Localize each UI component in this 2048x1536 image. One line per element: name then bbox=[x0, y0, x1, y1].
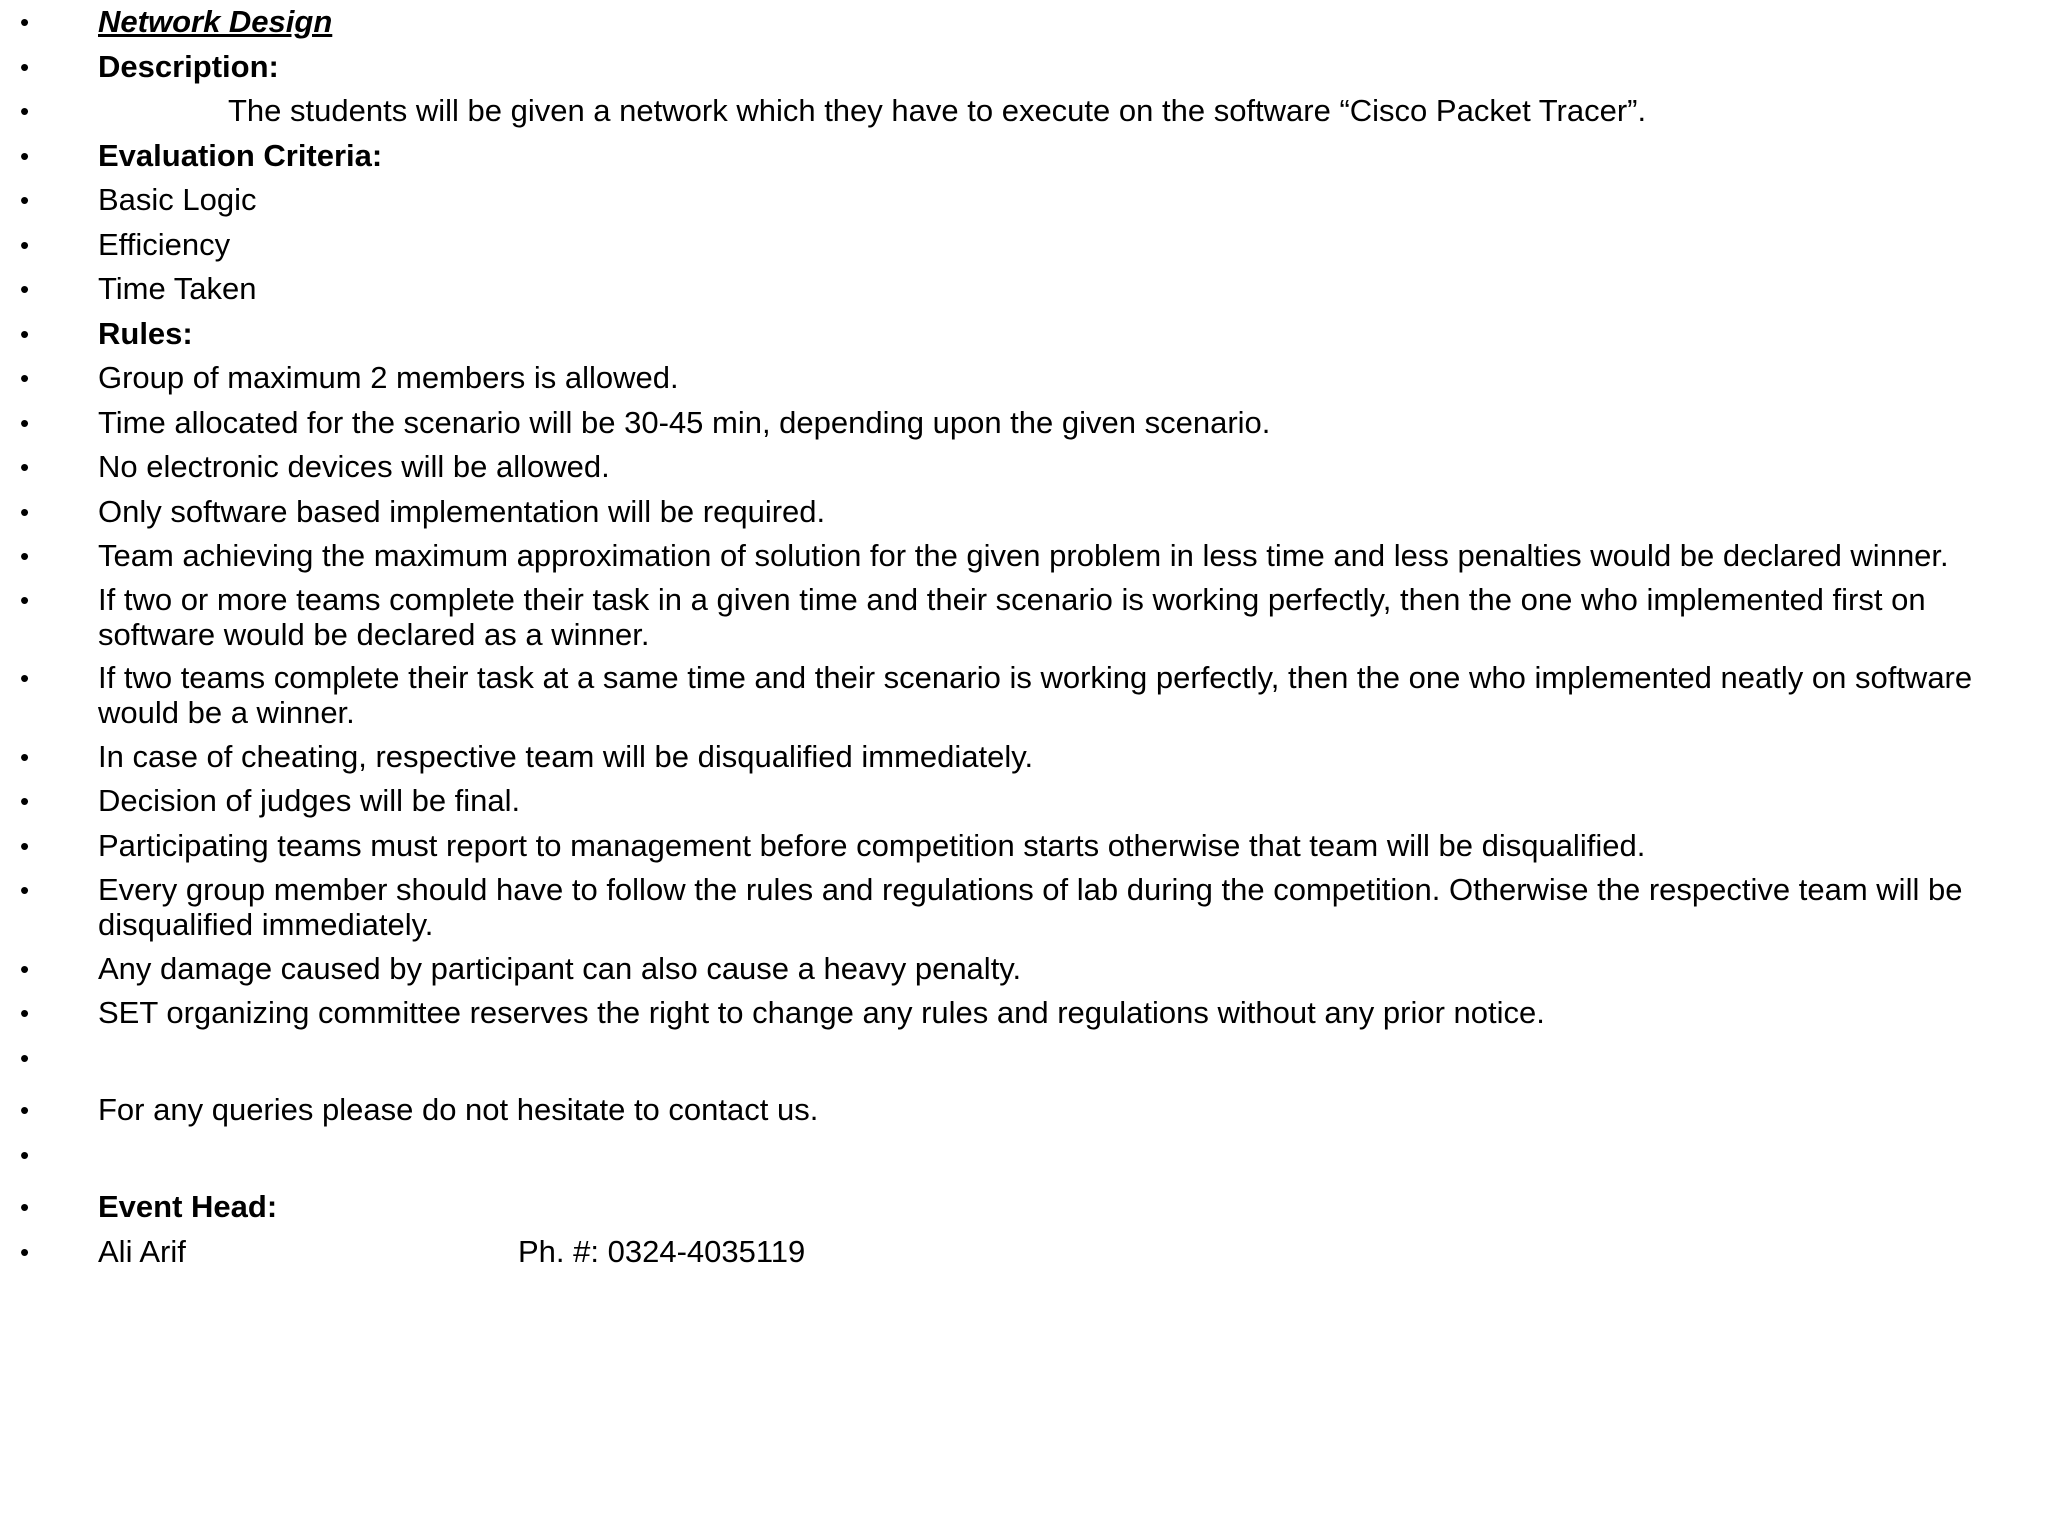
bullet-icon: • bbox=[20, 51, 30, 82]
rules-label: Rules: bbox=[98, 315, 193, 351]
bullet-icon: • bbox=[20, 1236, 30, 1267]
list-item-criterion bbox=[0, 227, 2048, 263]
list-item-rule bbox=[0, 828, 2048, 864]
list-item-queries bbox=[0, 1092, 2048, 1128]
list-item-description-text bbox=[0, 93, 2048, 129]
list-item-criterion bbox=[0, 271, 2048, 307]
list-item-rule bbox=[0, 951, 2048, 987]
queries-text: For any queries please do not hesitate to contact us. bbox=[98, 1092, 819, 1127]
event-head-name: Ali Arif bbox=[98, 1233, 186, 1269]
bullet-icon: • bbox=[20, 541, 30, 571]
rule-text: If two or more teams complete their task in a given time and their scenario is working perfectly, then the one who implemented first on software would be declared as a winner. bbox=[98, 581, 1926, 652]
bullet-icon: • bbox=[20, 7, 30, 37]
bullet-icon: • bbox=[20, 185, 30, 215]
bullet-icon: • bbox=[20, 663, 30, 693]
document-title: Network Design bbox=[98, 4, 333, 39]
list-item-evaluation-label bbox=[0, 138, 2048, 174]
bullet-icon: • bbox=[20, 786, 30, 816]
bullet-icon: • bbox=[20, 584, 30, 615]
bullet-list bbox=[0, 4, 2048, 1278]
bullet-icon: • bbox=[20, 318, 30, 349]
list-item-rule bbox=[0, 405, 2048, 441]
list-item-rule bbox=[0, 538, 2048, 573]
rule-text: Decision of judges will be final. bbox=[98, 783, 521, 818]
event-head-phone: Ph. #: 0324-4035119 bbox=[518, 1233, 806, 1269]
bullet-icon: • bbox=[20, 998, 30, 1028]
list-item-event-head bbox=[0, 1234, 2048, 1270]
bullet-icon: • bbox=[20, 1139, 30, 1170]
bullet-icon: • bbox=[20, 741, 30, 772]
bullet-icon: • bbox=[20, 1192, 30, 1222]
bullet-icon: • bbox=[20, 140, 30, 171]
list-item-rule bbox=[0, 449, 2048, 485]
rule-text: Any damage caused by participant can also cause a heavy penalty. bbox=[98, 950, 1022, 986]
list-item-rule bbox=[0, 494, 2048, 530]
list-item-rule bbox=[0, 872, 2048, 942]
description-label: Description: bbox=[98, 48, 279, 84]
rule-text: No electronic devices will be allowed. bbox=[98, 449, 610, 484]
list-item-rule bbox=[0, 995, 2048, 1031]
rule-text: If two teams complete their task at a same time and their scenario is working perfectly, then the one who implemented neatly on software would be a winner. bbox=[98, 660, 1973, 730]
bullet-icon: • bbox=[20, 229, 30, 260]
bullet-icon: • bbox=[20, 953, 30, 984]
criterion-text: Time Taken bbox=[98, 271, 257, 306]
rule-text: Team achieving the maximum approximation of solution for the given problem in less time and less penalties would be declared winner. bbox=[98, 538, 1949, 573]
bullet-icon: • bbox=[20, 830, 30, 861]
rule-text: Time allocated for the scenario will be 30-45 min, depending upon the given scenario. bbox=[98, 404, 1271, 440]
bullet-icon: • bbox=[20, 363, 30, 393]
list-item-rules-label bbox=[0, 316, 2048, 352]
bullet-icon: • bbox=[20, 407, 30, 438]
criterion-text: Efficiency bbox=[98, 226, 231, 262]
bullet-icon: • bbox=[20, 1095, 30, 1125]
list-item-criterion bbox=[0, 182, 2048, 218]
rule-text: Group of maximum 2 members is allowed. bbox=[98, 360, 679, 395]
bullet-icon: • bbox=[20, 875, 30, 905]
list-item-event-head-label bbox=[0, 1189, 2048, 1225]
bullet-icon: • bbox=[20, 274, 30, 304]
description-text: The students will be given a network which they have to execute on the software “Cisco Packet Tracer”. bbox=[228, 93, 1647, 128]
rule-text: In case of cheating, respective team will be disqualified immediately. bbox=[98, 738, 1034, 774]
list-item-rule bbox=[0, 739, 2048, 775]
list-item-rule bbox=[0, 660, 2048, 730]
rule-text: Only software based implementation will be required. bbox=[98, 493, 826, 529]
list-item-empty bbox=[0, 1040, 2048, 1084]
criterion-text: Basic Logic bbox=[98, 182, 257, 217]
rule-text: Every group member should have to follow the rules and regulations of lab during the competition. Otherwise the respective team will be disqualified immediately. bbox=[98, 872, 1963, 942]
rule-text: Participating teams must report to management before competition starts otherwise that team will be disqualified. bbox=[98, 827, 1646, 863]
list-item-empty bbox=[0, 1137, 2048, 1181]
evaluation-label: Evaluation Criteria: bbox=[98, 137, 383, 173]
bullet-icon: • bbox=[20, 452, 30, 482]
bullet-icon: • bbox=[20, 496, 30, 527]
list-item-rule bbox=[0, 360, 2048, 396]
list-item-rule bbox=[0, 783, 2048, 819]
list-item-description-label bbox=[0, 49, 2048, 85]
list-item-rule bbox=[0, 582, 2048, 652]
event-head-label: Event Head: bbox=[98, 1189, 278, 1224]
list-item-title bbox=[0, 4, 2048, 40]
bullet-icon: • bbox=[20, 96, 30, 126]
bullet-icon: • bbox=[20, 1042, 30, 1073]
rule-text: SET organizing committee reserves the right to change any rules and regulations without any prior notice. bbox=[98, 995, 1545, 1030]
